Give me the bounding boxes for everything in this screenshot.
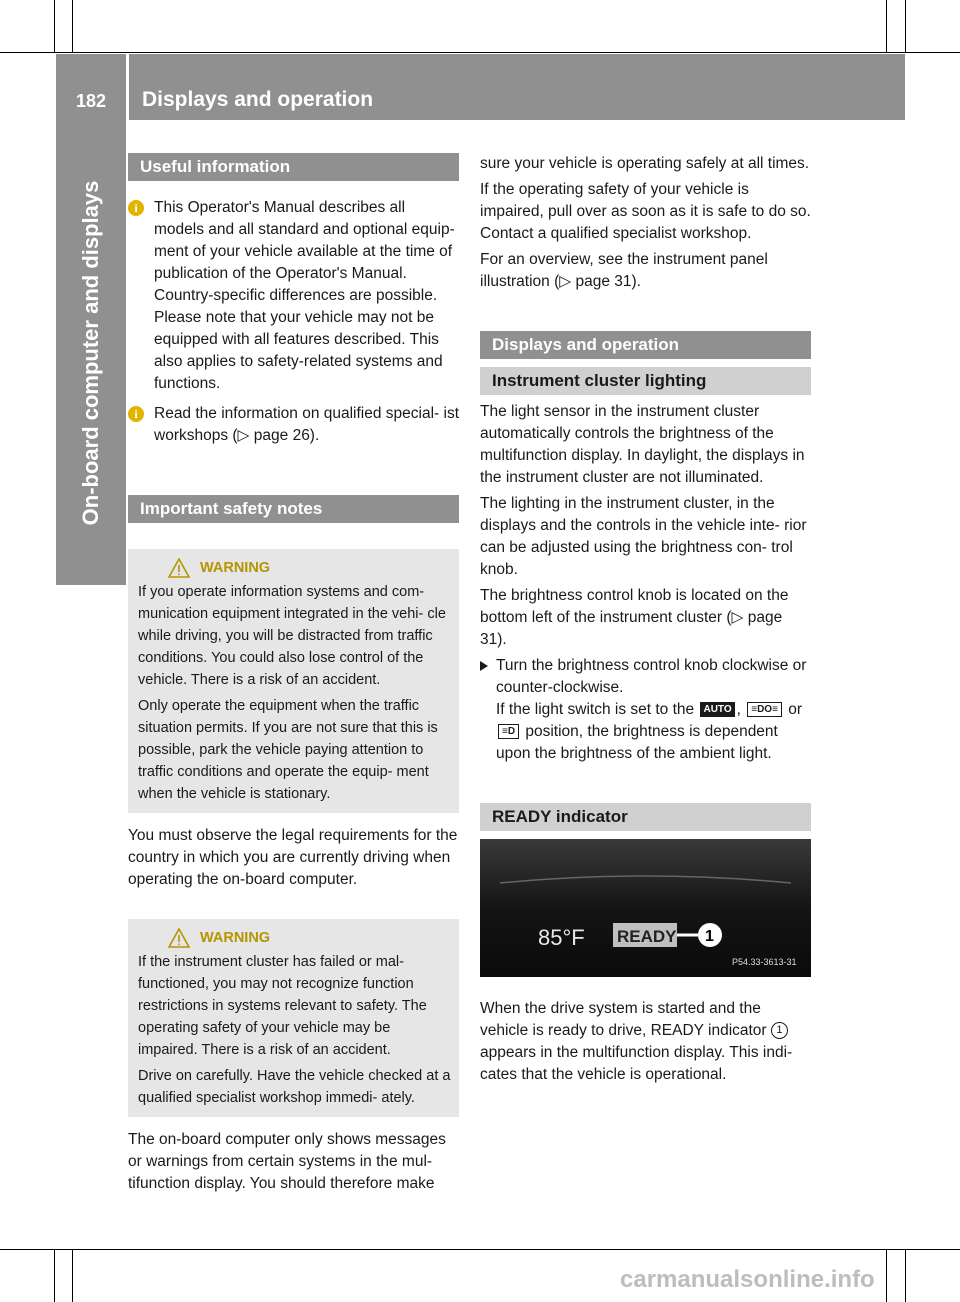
crop-mark (72, 1250, 73, 1302)
body-paragraph: sure your vehicle is operating safely at all times. (480, 155, 810, 172)
warning-box (128, 919, 459, 1117)
step-arrow-icon (480, 661, 488, 671)
page-number: 182 (75, 91, 107, 111)
crop-mark (905, 1250, 906, 1302)
body-paragraph: The on-board computer only shows messages or warnings from certain systems in the mul- tifunction display. You should therefore make (128, 1131, 446, 1192)
crop-mark (54, 1250, 55, 1302)
warning-text: Only operate the equipment when the traffic situation permits. If you are not sure that this is possible, park the vehicle paying attention to traffic conditions and operate the equip- ment when the vehicle is stationary. (138, 698, 438, 802)
info-text: Read the information on qualified special- ist workshops (▷ page 26). (154, 405, 460, 444)
warning-label: WARNING (200, 930, 271, 946)
crop-mark (886, 1250, 887, 1302)
section-useful-information: Useful information (128, 153, 459, 181)
body-paragraph: The lighting in the instrument cluster, in the displays and the controls in the vehicle inte- rior can be adjusted using the brightness con- trol knob. (480, 495, 807, 578)
step-result: If the light switch is set to the AUTO , ≡DO≡ or ≡D position, the brightness is dependent upon the brightness of the ambient light. (496, 701, 803, 762)
figure-code: P54.33-3613-31 (732, 957, 797, 967)
info-icon: i (128, 406, 144, 422)
body-paragraph: The brightness control knob is located on the bottom left of the instrument cluster (▷ page 31). (480, 587, 789, 648)
auto-light-icon: AUTO (700, 702, 734, 717)
header-divider (126, 54, 129, 120)
warning-label: WARNING (200, 560, 271, 576)
ready-label: READY (617, 927, 677, 946)
warning-text: If you operate information systems and com- munication equipment integrated in the vehi- cle while driving, you will be distracted from traffic conditions. You could also lose control of the vehicle. There is a risk of an accident. (138, 584, 446, 688)
body-paragraph: You must observe the legal requirements for the country in which you are currently driving when operating the on-board computer. (128, 827, 458, 888)
info-text: This Operator's Manual describes all models and all standard and optional equip- ment of your vehicle available at the time of publication of the Operator's Manual. Country-specific differences are possible. Please note that your vehicle may not be equipped with all features described. This also applies to safety-related systems and functions. (154, 199, 455, 392)
subsection-ready-indicator: READY indicator (480, 803, 811, 831)
crop-mark (0, 1249, 960, 1250)
step-text: Turn the brightness control knob clockwise or counter-clockwise. (496, 657, 807, 696)
info-icon: i (128, 200, 144, 216)
ready-display-photo (480, 839, 811, 977)
body-paragraph: For an overview, see the instrument panel illustration (▷ page 31). (480, 251, 768, 290)
info-note (128, 197, 459, 395)
warning-header (168, 557, 451, 579)
warning-box (128, 549, 459, 813)
section-displays-operation: Displays and operation (480, 331, 811, 359)
watermark: carmanualsonline.info (620, 1266, 875, 1293)
info-note (128, 403, 459, 447)
warning-header (168, 927, 451, 949)
low-beam-icon: ≡D (498, 724, 519, 739)
warning-triangle-icon (168, 928, 190, 948)
crop-mark (72, 0, 73, 52)
instruction-step (480, 655, 811, 765)
body-paragraph: If the operating safety of your vehicle is impaired, pull over as soon as it is safe to do so. Contact a qualified specialist workshop. (480, 181, 811, 242)
warning-triangle-icon (168, 558, 190, 578)
crop-mark (905, 0, 906, 52)
side-tab (56, 120, 126, 585)
side-tab-label: On-board computer and displays (78, 180, 103, 525)
crop-mark (54, 0, 55, 52)
warning-text: Drive on carefully. Have the vehicle checked at a qualified specialist workshop immedi- ately. (138, 1068, 451, 1106)
subsection-cluster-lighting: Instrument cluster lighting (480, 367, 811, 395)
temperature-readout: 85°F (538, 925, 585, 950)
callout-number: 1 (705, 928, 714, 945)
right-column (480, 153, 811, 1090)
callout-1-icon: 1 (771, 1022, 788, 1039)
page-header (56, 54, 905, 120)
body-paragraph: The light sensor in the instrument cluster automatically controls the brightness of the multifunction display. In daylight, the displays in the instrument cluster are not illuminated. (480, 403, 805, 486)
parking-light-icon: ≡DO≡ (747, 702, 782, 717)
body-paragraph: When the drive system is started and the vehicle is ready to drive, READY indicator 1 appears in the multifunction display. This indi- cates that the vehicle is operational. (480, 1000, 793, 1083)
crop-mark (886, 0, 887, 52)
crop-mark (0, 52, 960, 53)
warning-text: If the instrument cluster has failed or mal- functioned, you may not recognize function restrictions in systems relevant to safety. The operating safety of your vehicle may be impaired. There is a risk of an accident. (138, 954, 427, 1058)
page-title: Displays and operation (142, 88, 374, 111)
section-safety-notes: Important safety notes (128, 495, 459, 523)
left-column (128, 153, 459, 1199)
